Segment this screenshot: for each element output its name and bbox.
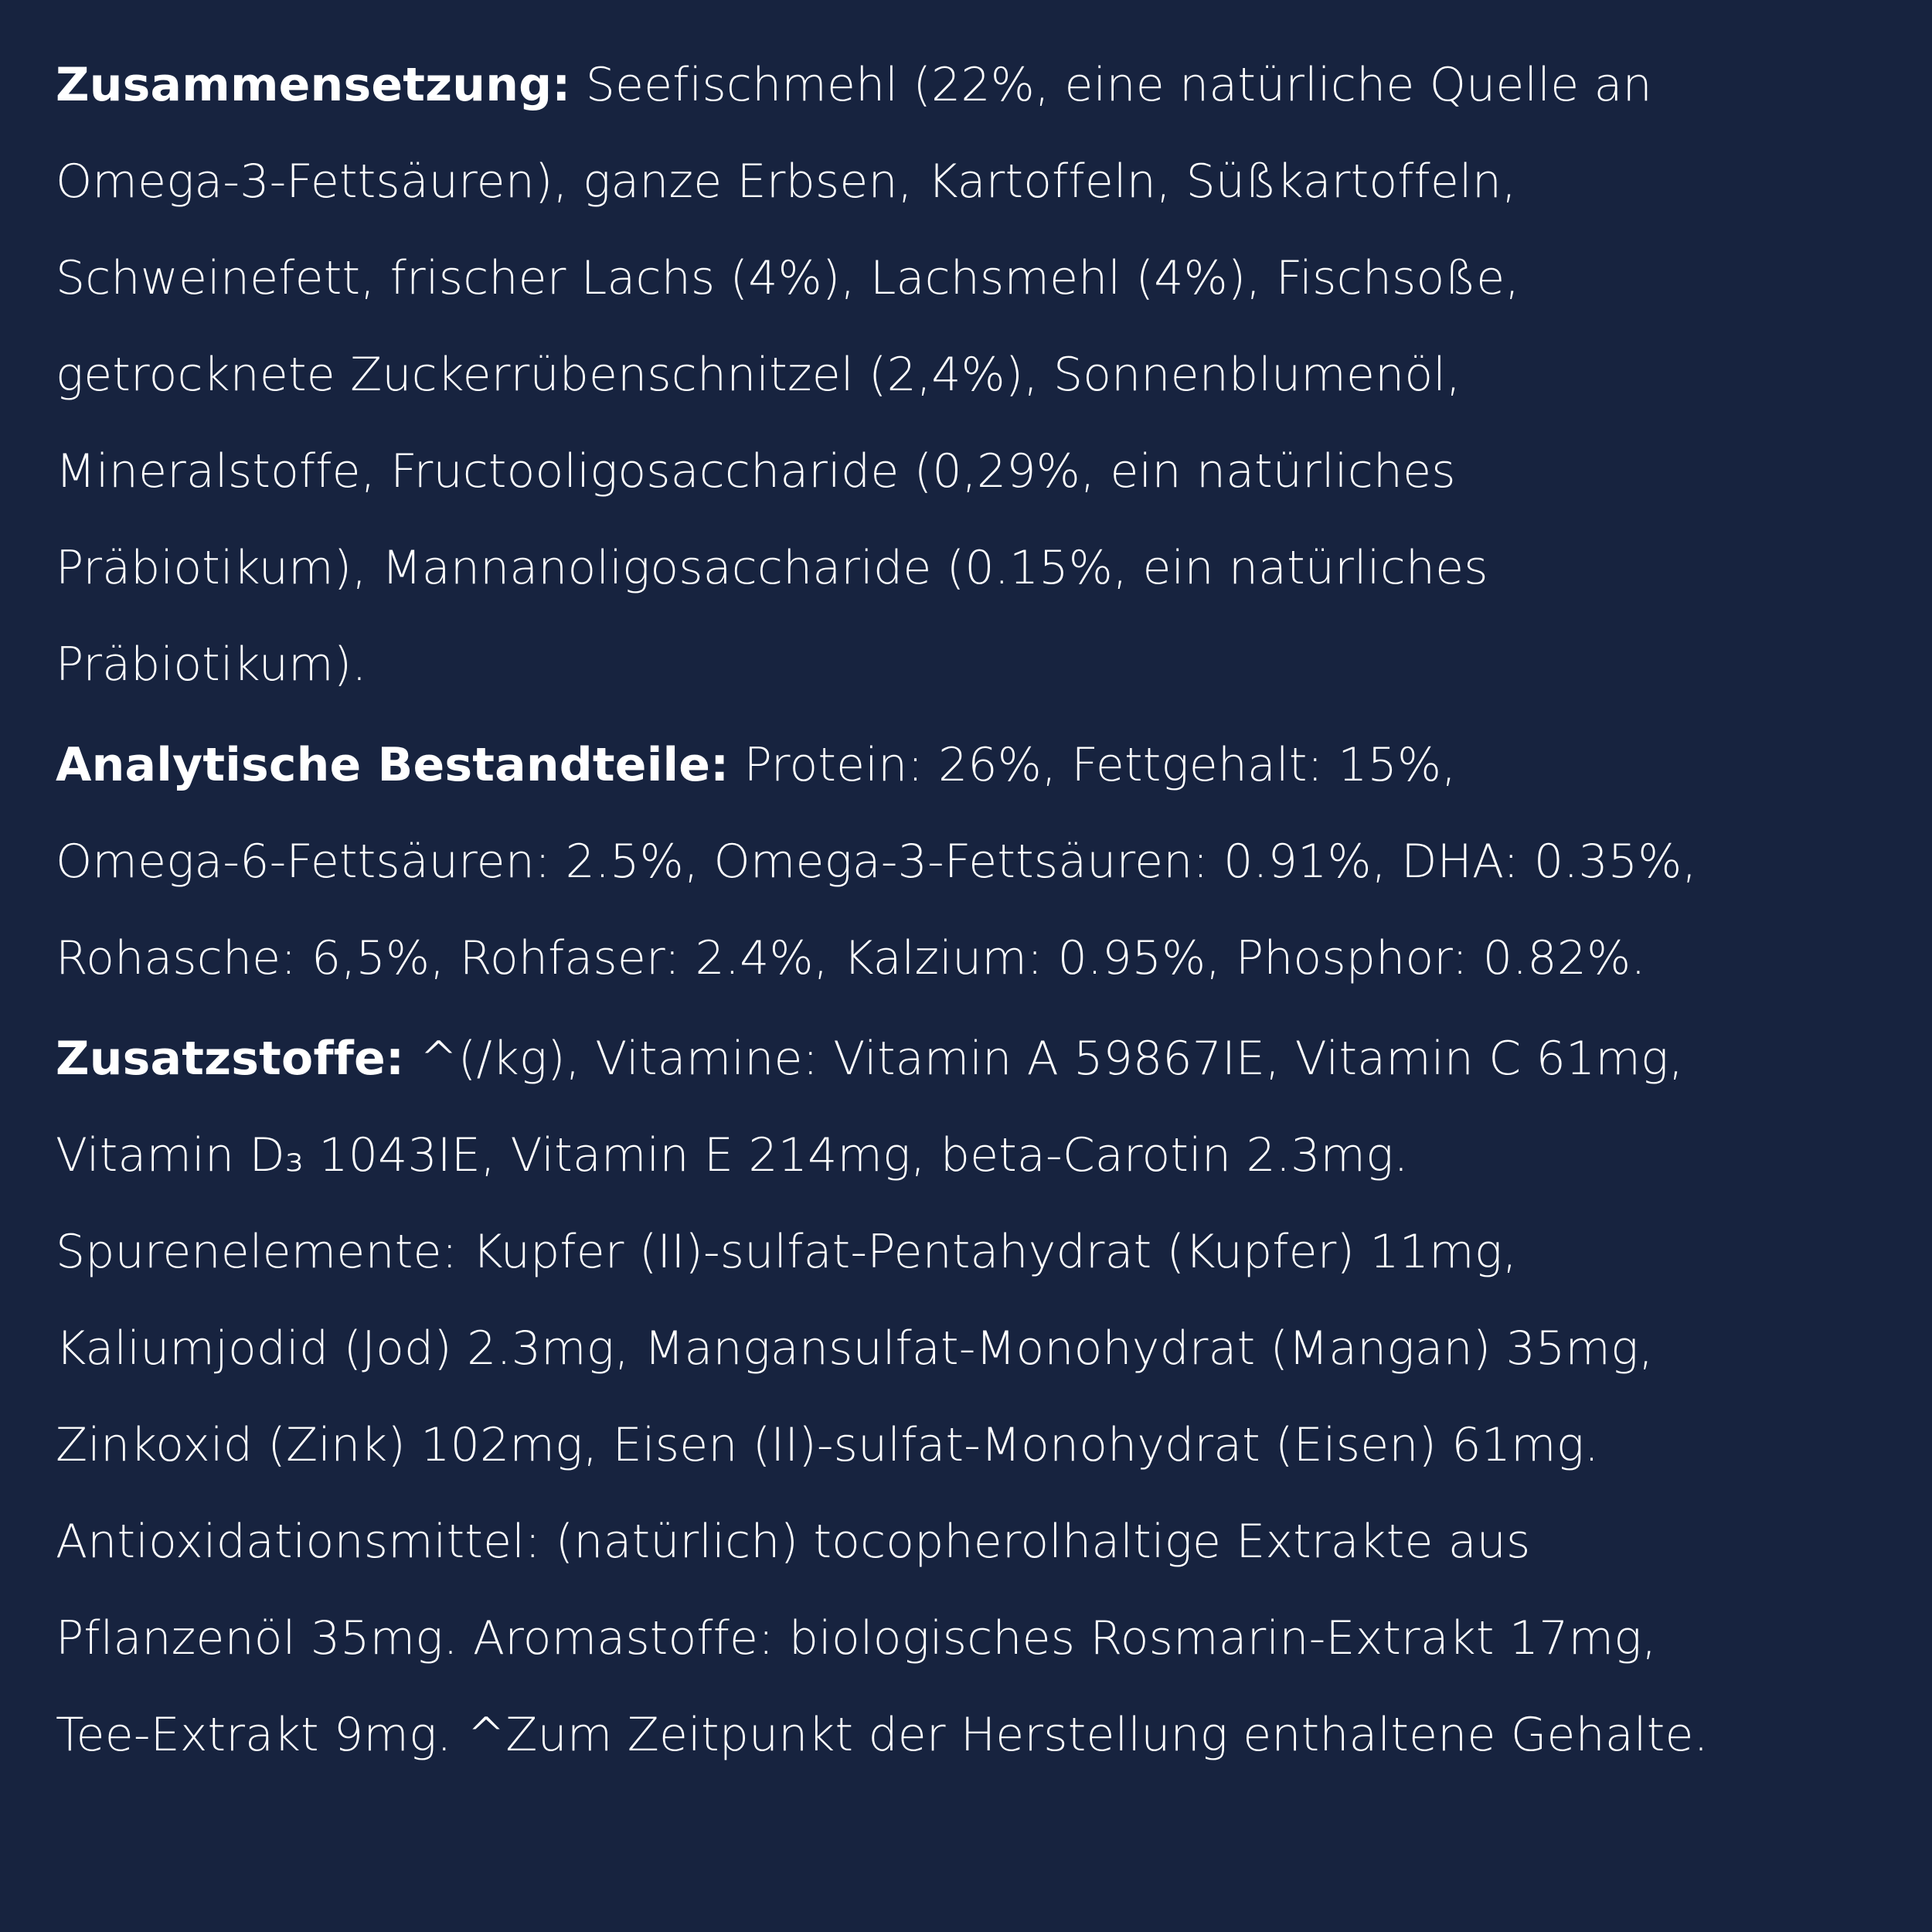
composition-line-6: Präbiotikum), Mannanoligosaccharide (0.15%, ein natürliches — [56, 541, 1488, 595]
analytical-line-3: Rohasche: 6,5%, Rohfaser: 2.4%, Kalzium: 0.95%, Phosphor: 0.82%. — [56, 931, 1646, 985]
composition-line-3: Schweinefett, frischer Lachs (4%), Lachsmehl (4%), Fischsoße, — [56, 251, 1520, 305]
additives-line-4: Kaliumjodid (Jod) 2.3mg, Mangansulfat-Monohydrat (Mangan) 35mg, — [56, 1321, 1654, 1376]
additives-line-6: Antioxidationsmittel: (natürlich) tocopherolhaltige Extrakte aus — [56, 1515, 1531, 1569]
analytical-line-1 — [56, 734, 1457, 796]
analytical-label: Analytische Bestandteile: — [56, 738, 730, 792]
composition-line-5: Mineralstoffe, Fructooligosaccharide (0,29%, ein natürliches — [56, 444, 1456, 498]
composition-line-7: Präbiotikum). — [56, 638, 367, 692]
composition-label: Zusammensetzung: — [56, 58, 571, 112]
additives-line-7: Pflanzenöl 35mg. Aromastoffe: biologisches Rosmarin-Extrakt 17mg, — [56, 1611, 1657, 1665]
composition-line-2: Omega-3-Fettsäuren), ganze Erbsen, Kartoffeln, Süßkartoffeln, — [56, 155, 1517, 209]
composition-line-1 — [56, 54, 1652, 116]
additives-label: Zusatzstoffe: — [56, 1032, 405, 1086]
additives-line-8: Tee-Extrakt 9mg. ^Zum Zeitpunkt der Herstellung enthaltene Gehalte. — [56, 1708, 1709, 1762]
analytical-text-1: Protein: 26%, Fettgehalt: 15%, — [743, 738, 1457, 792]
composition-text-1: Seefischmehl (22%, eine natürliche Quelle an — [585, 58, 1652, 112]
additives-line-2: Vitamin D₃ 1043IE, Vitamin E 214mg, beta-Carotin 2.3mg. — [56, 1128, 1409, 1182]
additives-line-3: Spurenelemente: Kupfer (II)-sulfat-Pentahydrat (Kupfer) 11mg, — [56, 1225, 1518, 1279]
additives-line-1 — [56, 1028, 1683, 1090]
additives-text-1: ^(/kg), Vitamine: Vitamin A 59867IE, Vitamin C 61mg, — [419, 1032, 1684, 1086]
analytical-line-2: Omega-6-Fettsäuren: 2.5%, Omega-3-Fettsäuren: 0.91%, DHA: 0.35%, — [56, 835, 1697, 889]
composition-line-4: getrocknete Zuckerrübenschnitzel (2,4%), Sonnenblumenöl, — [56, 348, 1461, 402]
additives-line-5: Zinkoxid (Zink) 102mg, Eisen (II)-sulfat-Monohydrat (Eisen) 61mg. — [56, 1418, 1600, 1472]
